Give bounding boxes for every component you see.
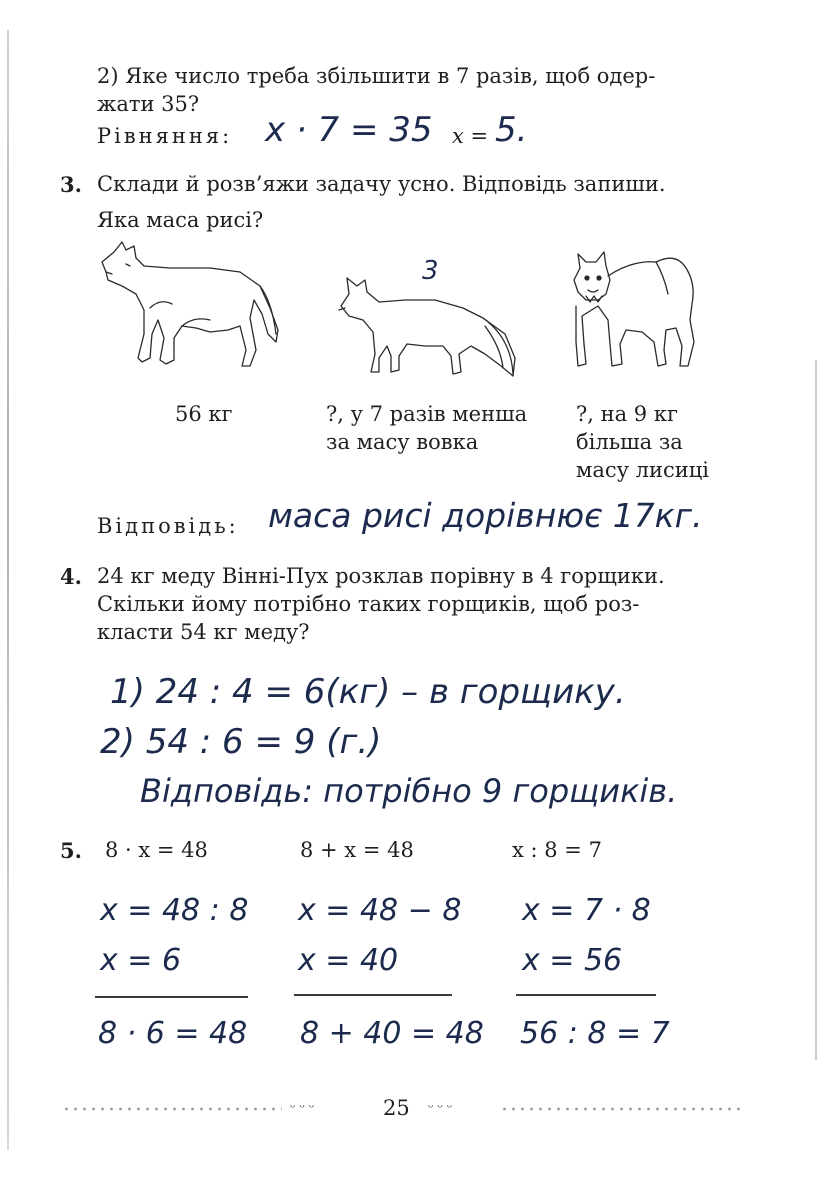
fox-caption-line2: за масу вовка (326, 430, 479, 454)
wolf-caption: 56 кг (175, 402, 233, 426)
footer-ornament-left: ᵕᵕᵕ (290, 1100, 319, 1116)
task4-number: 4. (60, 564, 82, 589)
task5-col2-rule (294, 994, 452, 996)
task5-equation-3: x : 8 = 7 (512, 838, 602, 862)
task4-line3: класти 54 кг меду? (97, 620, 310, 644)
footer-ornament-right: ᵕᵕᵕ (428, 1100, 457, 1116)
task3-answer-handwritten: маса рисі дорівнює 17кг. (268, 496, 703, 535)
task5-col1-rule (95, 996, 248, 998)
fox-caption-line1: ?, у 7 разів менша (326, 402, 528, 426)
page-number: 25 (383, 1096, 410, 1120)
task5-col1-step1: x = 48 : 8 (100, 893, 249, 928)
task4-answer-handwritten: Відповідь: потрібно 9 горщиків. (140, 772, 678, 810)
task4-solution-line2: 2) 54 : 6 = 9 (г.) (100, 722, 382, 762)
task4-solution-line1: 1) 24 : 4 = 6(кг) – в горщику. (110, 672, 626, 712)
task5-col3-step2: x = 56 (522, 943, 623, 978)
task5-equation-1: 8 · x = 48 (105, 838, 208, 862)
task5-col3-step1: x = 7 · 8 (522, 893, 651, 928)
lynx-caption-line2: більша за (576, 430, 683, 454)
task2-answer-handwritten: 5. (495, 110, 528, 150)
task5-col3-rule (516, 994, 656, 996)
wolf-illustration (100, 238, 285, 378)
lynx-caption-line1: ?, на 9 кг (576, 402, 678, 426)
footer-dotted-line-left (62, 1105, 282, 1113)
task4-line1: 24 кг меду Вінні-Пух розклав порівну в 4 горщики. (97, 564, 665, 588)
task5-col2-check: 8 + 40 = 48 (300, 1016, 484, 1051)
task2-answer-prefix: х = (452, 124, 489, 148)
task5-col2-step2: x = 40 (298, 943, 399, 978)
task5-col1-check: 8 · 6 = 48 (98, 1016, 248, 1051)
task3-question: Яка маса рисі? (97, 208, 264, 232)
task5-number: 5. (60, 838, 82, 863)
lynx-caption-line3: масу лисиці (576, 458, 709, 482)
fox-handwritten-mark: 3 (422, 256, 439, 286)
task2-question-line1: 2) Яке число треба збільшити в 7 разів, щоб одер- (97, 64, 656, 88)
task2-equation-label: Рівняння: (97, 124, 233, 148)
task3-text: Склади й розв’яжи задачу усно. Відповідь запиши. (97, 172, 666, 196)
task3-number: 3. (60, 172, 82, 197)
footer-dotted-line-right (500, 1105, 740, 1113)
task4-line2: Скільки йому потрібно таких горщиків, щоб роз- (97, 592, 640, 616)
page-edge-right (815, 360, 817, 1060)
task2-question-line2: жати 35? (97, 92, 200, 116)
task5-col3-check: 56 : 8 = 7 (520, 1016, 670, 1051)
task5-col1-step2: x = 6 (100, 943, 182, 978)
task2-equation-handwritten: х · 7 = 35 (265, 110, 433, 150)
task3-answer-label: Відповідь: (97, 514, 239, 538)
lynx-illustration (572, 246, 702, 374)
page-edge-left (7, 30, 9, 1150)
task5-equation-2: 8 + x = 48 (300, 838, 414, 862)
task5-col2-step1: x = 48 − 8 (298, 893, 462, 928)
